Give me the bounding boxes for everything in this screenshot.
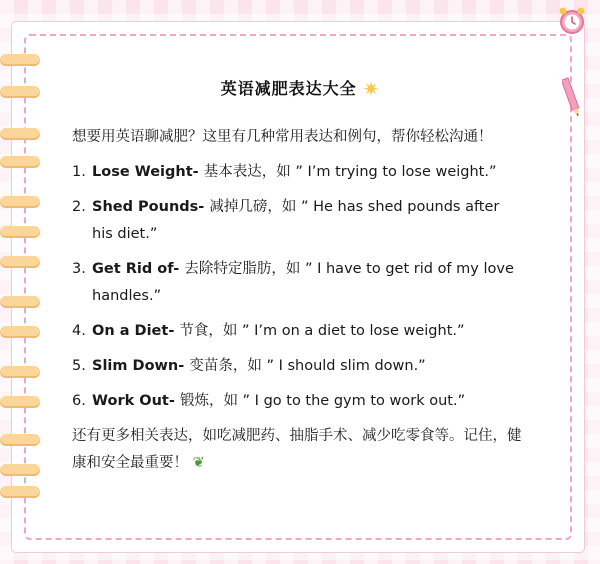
item-number: 5.: [72, 358, 86, 374]
binder-ring: [0, 54, 40, 66]
list-item: [72, 159, 524, 186]
intro-text: 想要用英语聊减肥？这里有几种常用表达和例句，帮你轻松沟通！: [72, 129, 493, 145]
item-description: 减掉几磅，如 ” He has shed pounds after his diet.”: [92, 199, 500, 242]
sparkle-icon: ✷: [362, 77, 380, 101]
binder-ring: [0, 434, 40, 446]
leaf-icon: ❦: [192, 455, 205, 471]
list-item: [72, 353, 524, 380]
list-item: [72, 388, 524, 415]
item-separator: -: [178, 358, 190, 374]
item-term: Get Rid of: [92, 261, 174, 277]
content: [72, 124, 524, 477]
binder-ring: [0, 156, 40, 168]
page-title: 英语减肥表达大全: [220, 79, 357, 98]
outro-body: 还有更多相关表达，如吃减肥药、抽脂手术、减少吃零食等。记住，健康和安全最重要！: [72, 428, 522, 471]
binder-ring: [0, 486, 40, 498]
item-number: 2.: [72, 199, 86, 215]
item-description: 去除特定脂肪，如 ” I have to get rid of my love handles.”: [92, 261, 514, 304]
binder-ring: [0, 396, 40, 408]
item-term: On a Diet: [92, 323, 169, 339]
item-separator: -: [198, 199, 210, 215]
title-row: [0, 76, 600, 101]
outro-text: [72, 423, 524, 477]
alarm-clock-icon: [556, 4, 588, 36]
list-item: [72, 256, 524, 310]
item-separator: -: [168, 393, 180, 409]
item-description: 基本表达，如 ” I’m trying to lose weight.”: [203, 164, 497, 180]
binder-ring: [0, 226, 40, 238]
binder-ring: [0, 366, 40, 378]
item-description: 节食，如 ” I’m on a diet to lose weight.”: [179, 323, 465, 339]
expression-list: [72, 159, 524, 415]
binder-ring: [0, 128, 40, 140]
item-description: 变苗条，如 ” I should slim down.”: [189, 358, 426, 374]
list-item: [72, 194, 524, 248]
item-number: 6.: [72, 393, 86, 409]
item-separator: -: [168, 323, 180, 339]
binder-ring: [0, 464, 40, 476]
binder-ring: [0, 296, 40, 308]
binder-ring: [0, 256, 40, 268]
item-number: 4.: [72, 323, 86, 339]
item-term: Shed Pounds: [92, 199, 199, 215]
item-description: 锻炼，如 ” I go to the gym to work out.”: [179, 393, 466, 409]
list-item: [72, 318, 524, 345]
item-separator: -: [192, 164, 204, 180]
item-term: Slim Down: [92, 358, 179, 374]
item-number: 3.: [72, 261, 86, 277]
item-number: 1.: [72, 164, 86, 180]
binder-ring: [0, 196, 40, 208]
item-separator: -: [173, 261, 185, 277]
binder-ring: [0, 326, 40, 338]
item-term: Lose Weight: [92, 164, 193, 180]
item-term: Work Out: [92, 393, 169, 409]
